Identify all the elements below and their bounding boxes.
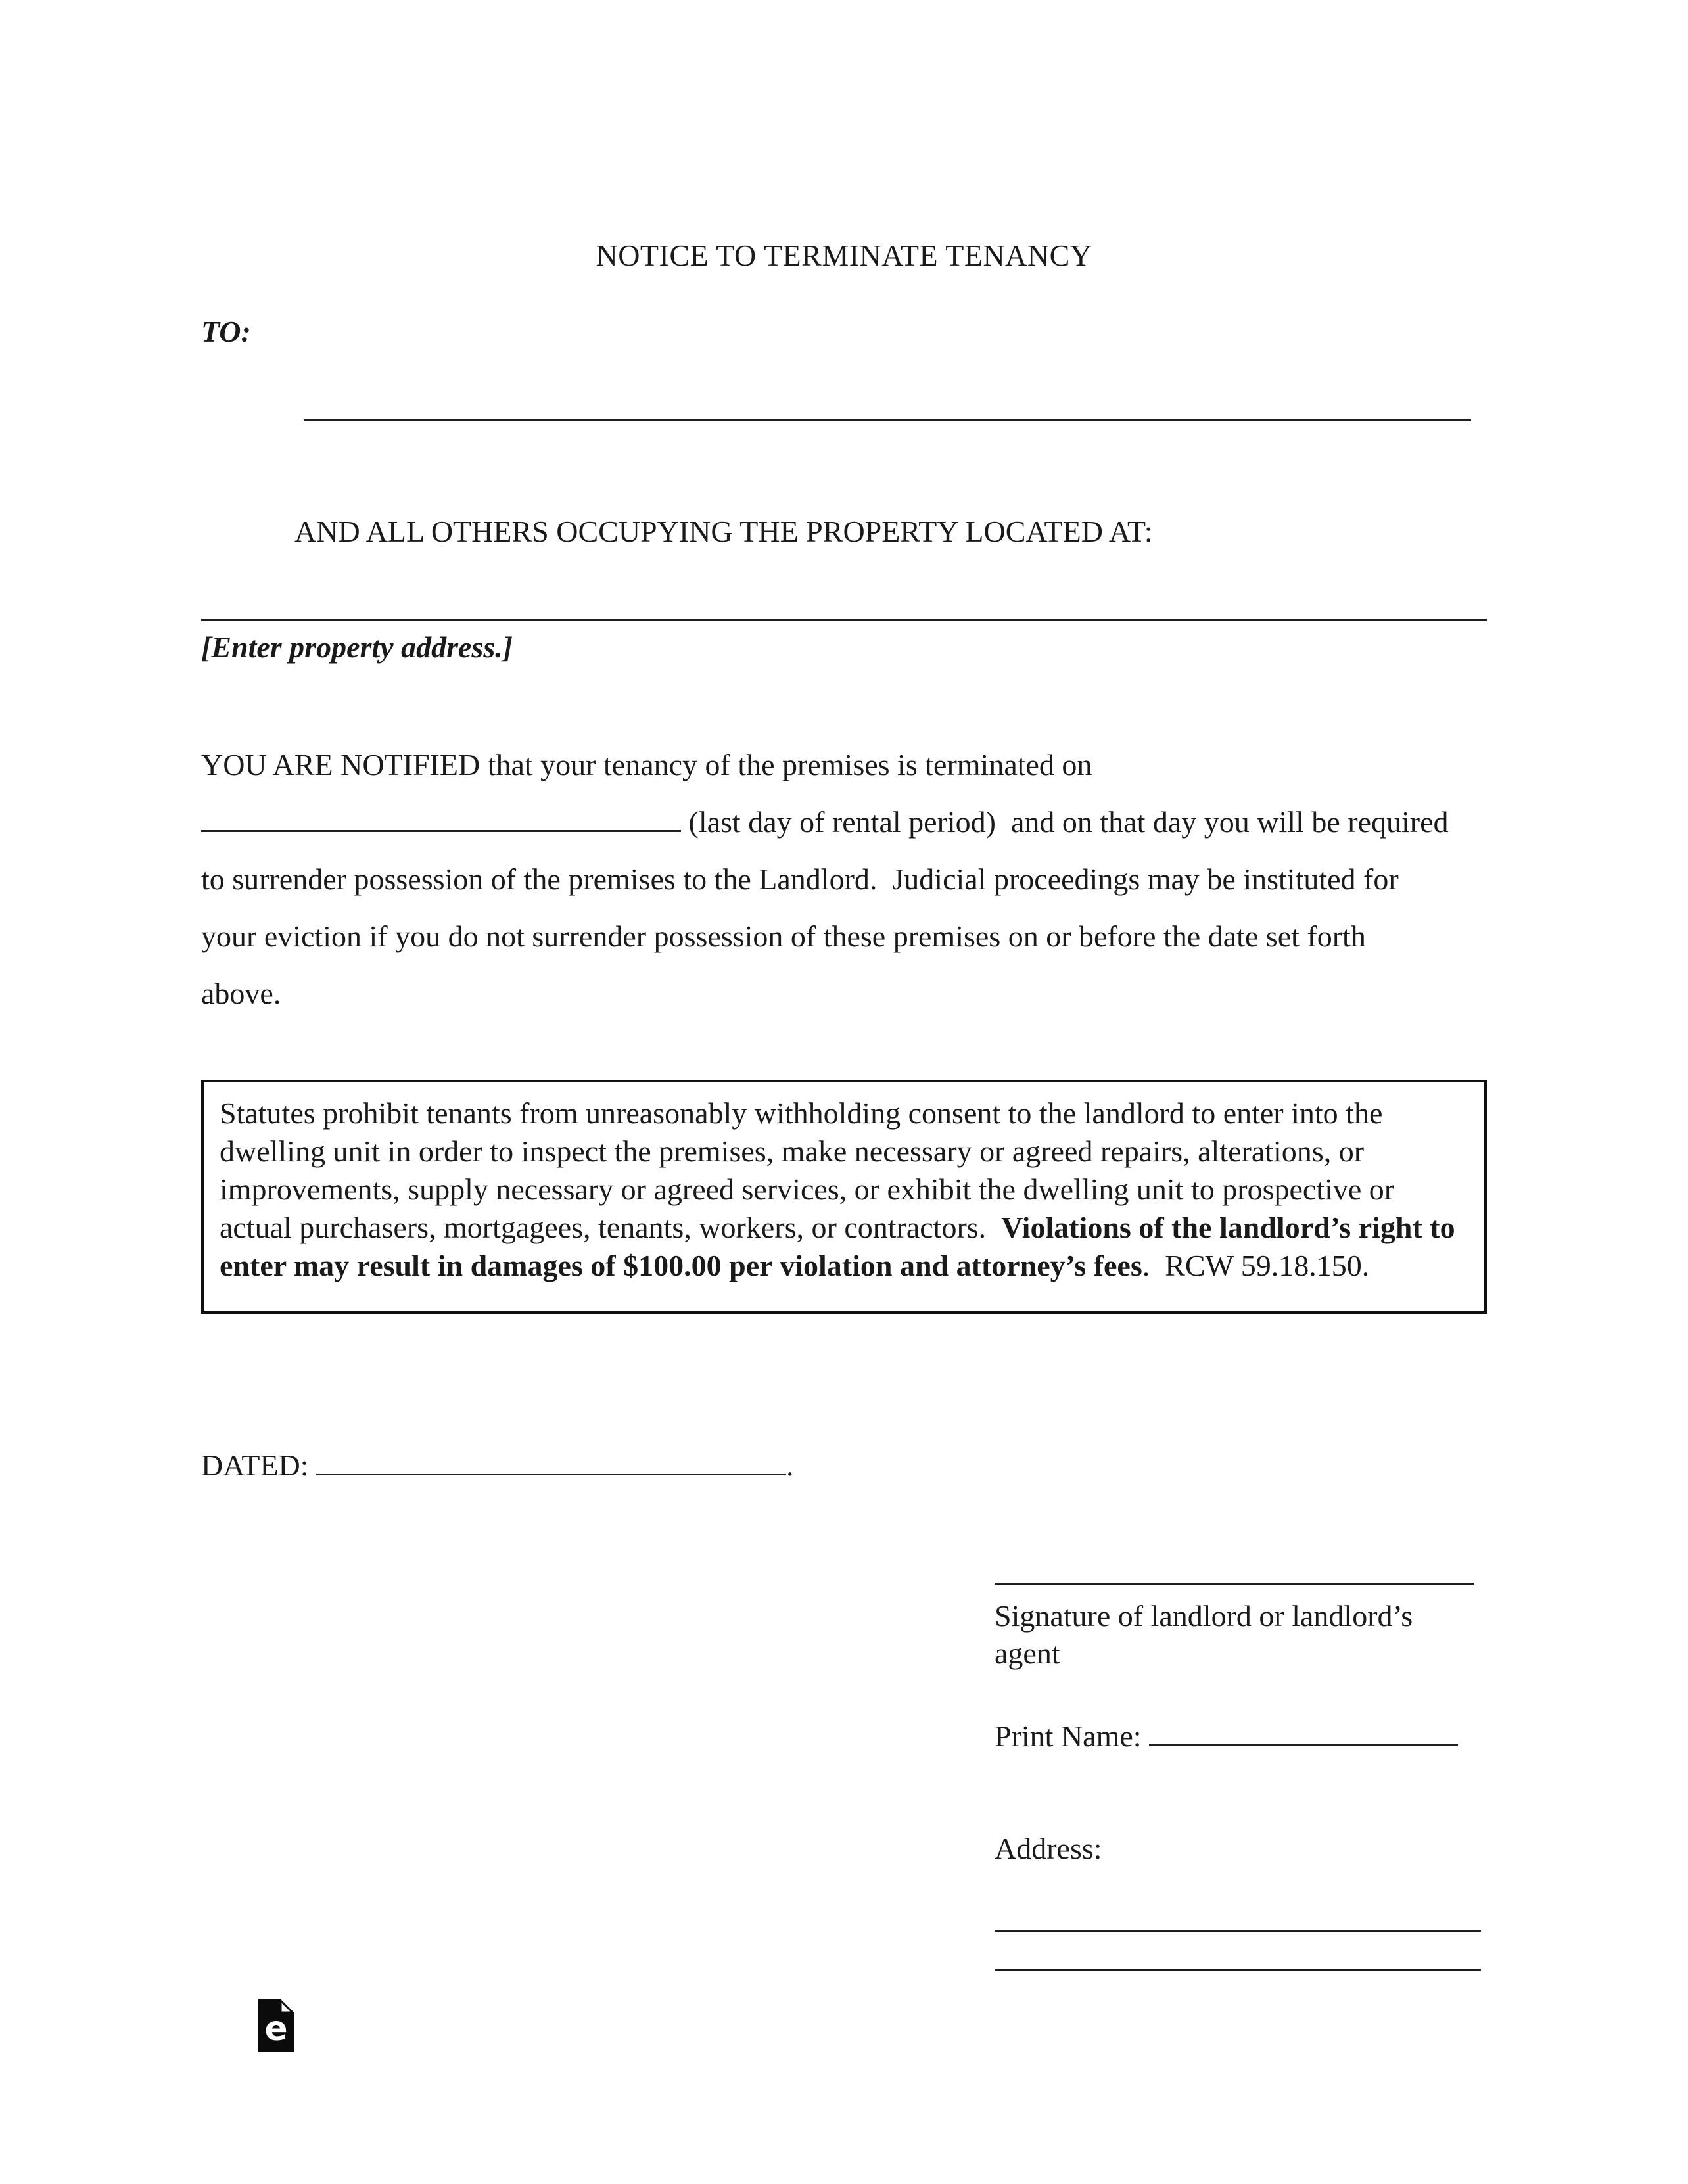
- address-fill-line-2[interactable]: [995, 1943, 1481, 1971]
- notice-blank-caption: (last day of rental period): [681, 805, 1011, 839]
- logo-letter: e: [264, 2009, 288, 2049]
- address-fill-line-1[interactable]: [995, 1903, 1481, 1932]
- statute-box: [201, 1080, 1487, 1314]
- signature-caption: Signature of landlord or landlord’s agent: [995, 1599, 1413, 1670]
- to-label: TO:: [201, 315, 251, 348]
- property-address-fill-line[interactable]: [201, 593, 1487, 621]
- notice-continuation: and on that day you will be required to surrender possession of the premises to the Landlord. Judicial proceedings may be instituted for your eviction if you do not surrender possession of these premises on or before the date set forth above.: [201, 805, 1457, 1010]
- termination-date-fill-line[interactable]: [201, 800, 681, 832]
- print-name-fill-line[interactable]: [1149, 1714, 1458, 1746]
- page-title: NOTICE TO TERMINATE TENANCY: [596, 239, 1092, 272]
- print-name-row: [995, 1714, 1458, 1754]
- occupants-statement: AND ALL OTHERS OCCUPYING THE PROPERTY LOCATED AT:: [294, 515, 1153, 548]
- signature-fill-line[interactable]: [995, 1556, 1474, 1585]
- statute-citation: . RCW 59.18.150.: [1142, 1249, 1370, 1282]
- print-name-label: Print Name:: [995, 1719, 1150, 1753]
- statute-bold-text: Violations of the landlord’s right to enter may result in damages of $100.00 per violation and attorney’s fees: [220, 1211, 1463, 1282]
- tenant-name-fill-line[interactable]: [304, 393, 1471, 421]
- address-label: Address:: [995, 1832, 1102, 1865]
- notice-after-lead: that your tenancy of the premises is terminated on: [480, 748, 1100, 781]
- eforms-logo: [258, 1999, 294, 2052]
- statute-text: Statutes prohibit tenants from unreasonably withholding consent to the landlord to enter into the dwelling unit in order to inspect the premises, make necessary or agreed repairs, alterations, or improvements, supply necessary or agreed services, or exhibit the dwelling unit to prospective or actual purchasers, mortgagees, tenants, workers, or contractors.: [220, 1096, 1402, 1244]
- eforms-document-fold-icon: [258, 1999, 294, 2052]
- notice-paragraph: [201, 736, 1457, 1022]
- property-address-placeholder: [Enter property address.]: [201, 630, 513, 664]
- notice-lead: YOU ARE NOTIFIED: [201, 748, 481, 781]
- dated-fill-line[interactable]: [316, 1443, 786, 1475]
- dated-row: [201, 1443, 794, 1483]
- dated-label: DATED:: [201, 1449, 317, 1482]
- dated-period: .: [786, 1449, 794, 1482]
